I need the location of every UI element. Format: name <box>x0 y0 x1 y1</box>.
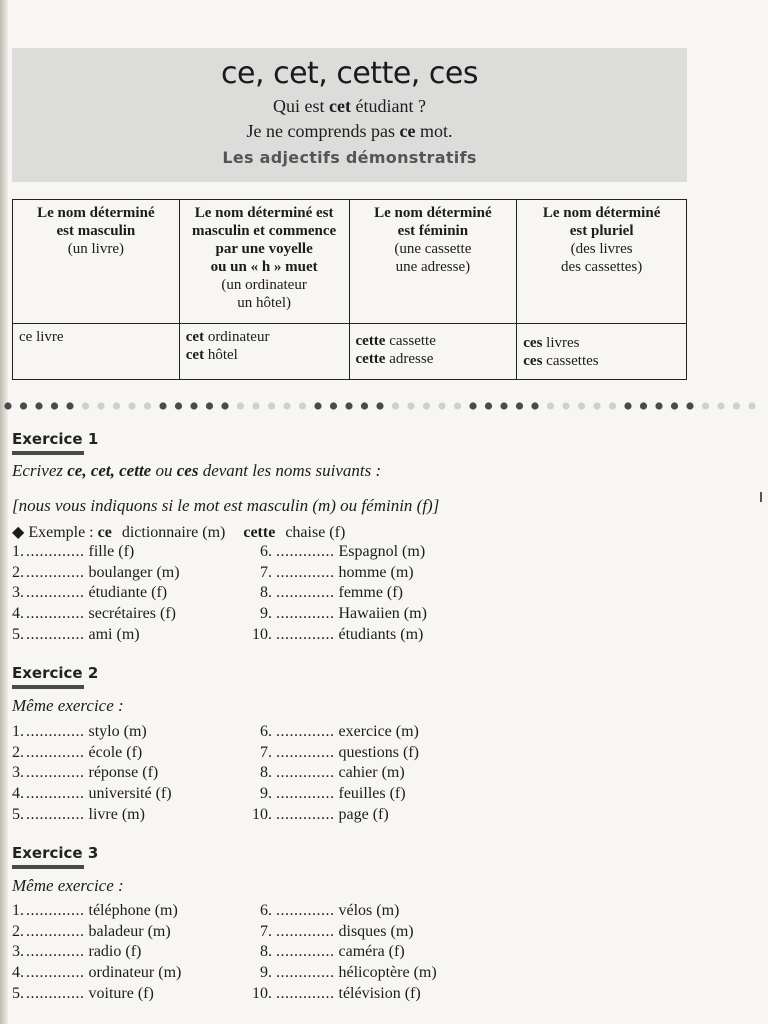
item-number: 7. <box>260 563 272 581</box>
answer-blank[interactable]: ............. <box>276 902 335 919</box>
separator-dot <box>51 402 58 409</box>
example-answer: cette <box>243 524 276 541</box>
item-number: 8. <box>260 584 272 602</box>
separator-dot <box>671 402 678 409</box>
answer-blank[interactable]: ............. <box>26 943 85 961</box>
page-title: ce, cet, cette, ces <box>221 56 478 91</box>
answer-blank[interactable]: ............. <box>26 902 85 919</box>
separator-dot <box>283 402 290 409</box>
answer-blank[interactable]: ............. <box>276 743 335 761</box>
separator-dot <box>748 402 755 409</box>
item-word: feuilles (f) <box>338 785 406 803</box>
cell-bold: cette <box>355 333 386 349</box>
example-text: mot. <box>415 121 453 141</box>
separator-dot <box>562 402 569 409</box>
exercise-item <box>12 963 181 984</box>
separator-dot <box>438 402 445 409</box>
exercise-item <box>12 984 181 1005</box>
header-line: masculin et commence <box>192 223 337 239</box>
separator-dot <box>500 402 507 409</box>
header-line: ou un « h » muet <box>210 259 318 275</box>
table-example-row <box>13 324 687 380</box>
answer-blank[interactable]: ............. <box>276 922 335 940</box>
answer-blank[interactable]: ............. <box>276 964 335 982</box>
exercise-2-left-column <box>12 722 172 826</box>
cell-line <box>186 346 343 364</box>
header-line: Le nom déterminé <box>37 205 155 221</box>
instruction-text: devant les noms suivants : <box>198 461 382 480</box>
header-example-2 <box>12 121 687 142</box>
exercise-3-left-column <box>12 901 181 1005</box>
exercise-item <box>240 563 427 584</box>
item-word: homme (m) <box>338 563 414 581</box>
example-text: Qui est <box>273 96 330 116</box>
separator-dot <box>82 402 89 409</box>
answer-blank[interactable]: ............. <box>276 543 335 560</box>
separator-dot <box>686 402 693 409</box>
item-number: 3. <box>12 764 24 782</box>
exercise-item <box>240 922 437 943</box>
exercise-item <box>240 984 437 1005</box>
exercise-1-note: [nous vous indiquons si le mot est masculin (m) ou féminin (f)] <box>12 496 440 515</box>
margin-mark <box>760 492 762 502</box>
separator-dot <box>175 402 182 409</box>
item-word: réponse (f) <box>88 764 159 782</box>
exercise-item <box>12 722 172 743</box>
instruction-text: Ecrivez <box>12 461 68 480</box>
exercise-2-title: Exercice 2 <box>12 664 99 682</box>
cell-bold: ces <box>523 353 543 369</box>
separator-dot <box>20 402 27 409</box>
item-word: cahier (m) <box>338 764 405 782</box>
separator-dot <box>531 402 538 409</box>
separator-dot <box>361 402 368 409</box>
separator-dot <box>376 402 383 409</box>
answer-blank[interactable]: ............. <box>276 943 335 961</box>
exercise-item <box>12 604 180 625</box>
cell-text: ordinateur <box>204 329 270 345</box>
answer-blank[interactable]: ............. <box>276 764 335 782</box>
answer-blank[interactable]: ............. <box>276 584 335 602</box>
item-number: 3. <box>12 943 24 961</box>
example-text: étudiant ? <box>351 96 426 116</box>
separator-dot <box>485 402 492 409</box>
separator-dot <box>237 402 244 409</box>
exercise-item <box>240 583 427 604</box>
exercise-item <box>12 922 181 943</box>
exercise-item <box>12 583 180 604</box>
item-word: ami (m) <box>88 625 140 643</box>
answer-blank[interactable]: ............. <box>26 605 85 623</box>
instruction-bold: ce, cet, cette <box>67 461 152 480</box>
exercise-item <box>240 625 427 646</box>
item-number: 8. <box>260 764 272 782</box>
answer-blank[interactable]: ............. <box>26 625 85 643</box>
header-line: (une cassette <box>394 241 472 257</box>
page-subtitle: Les adjectifs démonstratifs <box>222 148 477 167</box>
example-bold: ce <box>399 121 416 141</box>
header-line: (des livres <box>570 241 633 257</box>
exercise-item <box>240 763 419 784</box>
separator-dot <box>97 402 104 409</box>
separator-dot <box>717 402 724 409</box>
item-number: 4. <box>12 605 24 623</box>
cell-line <box>356 328 511 350</box>
item-number: 6. <box>260 723 272 740</box>
item-word: caméra (f) <box>338 943 405 961</box>
item-number: 4. <box>12 785 24 803</box>
diamond-bullet-icon: ◆ <box>12 524 25 541</box>
exercise-item <box>12 625 180 646</box>
header-line: des cassettes) <box>561 259 643 275</box>
header-line: par une voyelle <box>215 241 313 257</box>
item-word: étudiante (f) <box>88 584 168 602</box>
cell-text: cassettes <box>542 353 599 369</box>
exercise-3-instruction: Même exercice : <box>12 876 124 895</box>
answer-blank[interactable]: ............. <box>276 605 335 623</box>
cell-text: adresse <box>385 351 434 367</box>
cell-text: livres <box>542 335 580 351</box>
exercise-3-right-column <box>240 901 437 1005</box>
separator-dot <box>144 402 151 409</box>
item-number: 10. <box>252 984 272 1002</box>
separator-dot <box>423 402 430 409</box>
exercise-item <box>240 963 437 984</box>
separator-dot <box>407 402 414 409</box>
answer-blank[interactable]: ............. <box>276 723 335 740</box>
answer-blank[interactable]: ............. <box>26 764 85 782</box>
item-word: radio (f) <box>88 943 142 961</box>
separator-dot <box>392 402 399 409</box>
item-word: voiture (f) <box>88 984 154 1002</box>
header-line: Le nom déterminé est <box>194 205 334 221</box>
item-word: école (f) <box>88 743 143 761</box>
item-word: stylo (m) <box>88 723 147 740</box>
header-line: (un livre) <box>67 241 124 257</box>
item-word: secrétaires (f) <box>88 605 176 623</box>
instruction-bold: ces <box>176 461 199 480</box>
cell-bold: cet <box>185 347 205 363</box>
header-example-1 <box>12 96 687 117</box>
separator-dot <box>655 402 662 409</box>
item-number: 10. <box>252 625 272 643</box>
separator-dot <box>702 402 709 409</box>
cell-line <box>356 350 511 368</box>
cell-line <box>19 328 173 346</box>
separator-dot <box>190 402 197 409</box>
item-word: ordinateur (m) <box>88 964 182 982</box>
separator-dot <box>454 402 461 409</box>
exercise-1-right-column <box>240 542 427 646</box>
item-number: 1. <box>12 902 24 919</box>
item-number: 3. <box>12 584 24 602</box>
cell-bold: cette <box>355 351 386 367</box>
header-line: (un ordinateur <box>221 277 307 293</box>
exercise-2-instruction: Même exercice : <box>12 696 124 715</box>
answer-blank[interactable]: ............. <box>26 922 85 940</box>
item-number: 7. <box>260 922 272 940</box>
separator-dot <box>345 402 352 409</box>
answer-blank[interactable]: ............. <box>276 563 335 581</box>
item-word: baladeur (m) <box>88 922 171 940</box>
example-label: Exemple : <box>28 524 98 541</box>
answer-blank[interactable]: ............. <box>276 805 335 823</box>
exercise-item <box>240 743 419 764</box>
item-word: questions (f) <box>338 743 419 761</box>
answer-blank[interactable]: ............. <box>26 563 85 581</box>
cell-bold: cet <box>185 329 205 345</box>
header-line: une adresse) <box>395 259 471 275</box>
item-number: 5. <box>12 625 24 643</box>
item-word: hélicoptère (m) <box>338 964 437 982</box>
item-number: 2. <box>12 743 24 761</box>
answer-blank[interactable]: ............. <box>26 964 85 982</box>
separator-dot <box>35 402 42 409</box>
answer-blank[interactable]: ............. <box>276 984 335 1002</box>
separator-dot <box>206 402 213 409</box>
item-word: exercice (m) <box>338 723 419 740</box>
exercise-item <box>12 563 180 584</box>
item-word: Espagnol (m) <box>338 543 426 560</box>
cell-text: cassette <box>385 333 436 349</box>
table-cell <box>179 324 349 380</box>
header-line: est pluriel <box>569 223 634 239</box>
answer-blank[interactable]: ............. <box>26 743 85 761</box>
exercise-item <box>12 942 181 963</box>
item-number: 2. <box>12 922 24 940</box>
separator-dot <box>624 402 631 409</box>
item-word: fille (f) <box>88 543 135 560</box>
item-number: 9. <box>260 964 272 982</box>
header-line: est féminin <box>397 223 469 239</box>
item-word: université (f) <box>88 785 172 803</box>
cell-text: hôtel <box>204 347 238 363</box>
answer-blank[interactable]: ............. <box>26 785 85 803</box>
separator-dot <box>299 402 306 409</box>
example-text: Je ne comprends pas <box>246 121 400 141</box>
page-scan-edge <box>0 0 8 1024</box>
item-word: disques (m) <box>338 922 414 940</box>
separator-dot <box>66 402 73 409</box>
separator-dot <box>733 402 740 409</box>
table-header-cell <box>13 200 180 324</box>
exercise-item <box>12 805 172 826</box>
cell-line <box>523 352 680 370</box>
item-number: 9. <box>260 605 272 623</box>
table-cell <box>349 324 517 380</box>
exercise-item <box>12 901 181 922</box>
item-number: 8. <box>260 943 272 961</box>
separator-dot <box>113 402 120 409</box>
exercise-item <box>240 784 419 805</box>
example-word: dictionnaire (m) <box>121 524 226 541</box>
demonstrative-table <box>12 199 687 380</box>
table-header-cell <box>517 200 687 324</box>
example-word: chaise (f) <box>285 524 346 541</box>
header-line: Le nom déterminé <box>374 205 492 221</box>
separator-dot <box>128 402 135 409</box>
exercise-2-right-column <box>240 722 419 826</box>
answer-blank[interactable]: ............. <box>26 584 85 602</box>
item-number: 1. <box>12 543 24 560</box>
separator-dot <box>593 402 600 409</box>
item-word: étudiants (m) <box>338 625 424 643</box>
separator-dot <box>159 402 166 409</box>
item-number: 6. <box>260 543 272 560</box>
example-bold: cet <box>329 96 351 116</box>
item-word: téléphone (m) <box>88 902 178 919</box>
separator-dot <box>314 402 321 409</box>
table-cell <box>13 324 180 380</box>
instruction-text: ou <box>151 461 177 480</box>
item-number: 6. <box>260 902 272 919</box>
header-line: est masculin <box>56 223 136 239</box>
item-word: femme (f) <box>338 584 403 602</box>
exercise-3-title: Exercice 3 <box>12 844 99 862</box>
exercise-item <box>240 901 437 922</box>
cell-line <box>186 328 343 346</box>
item-number: 7. <box>260 743 272 761</box>
table-header-row <box>13 200 687 324</box>
exercise-item <box>240 542 427 563</box>
separator-dot <box>4 402 11 409</box>
separator-dot <box>469 402 476 409</box>
exercise-item <box>12 542 180 563</box>
answer-blank[interactable]: ............. <box>276 625 335 643</box>
item-word: Hawaiien (m) <box>338 605 427 623</box>
separator-dot <box>330 402 337 409</box>
exercise-item <box>240 722 419 743</box>
exercise-item <box>12 743 172 764</box>
separator-dot <box>221 402 228 409</box>
item-number: 10. <box>252 805 272 823</box>
cell-text: ce livre <box>19 329 64 345</box>
exercise-item <box>240 805 419 826</box>
exercise-1-instruction <box>12 461 381 481</box>
table-cell <box>517 324 687 380</box>
exercise-item <box>240 942 437 963</box>
separator-dot <box>547 402 554 409</box>
cell-line <box>523 328 680 352</box>
answer-blank[interactable]: ............. <box>26 805 85 823</box>
item-number: 5. <box>12 984 24 1002</box>
item-number: 1. <box>12 723 24 740</box>
exercise-1-left-column <box>12 542 180 646</box>
item-word: page (f) <box>338 805 389 823</box>
exercise-item <box>240 604 427 625</box>
separator-dot <box>578 402 585 409</box>
item-number: 5. <box>12 805 24 823</box>
header-line: Le nom déterminé <box>542 205 661 221</box>
item-word: télévision (f) <box>338 984 421 1002</box>
answer-blank[interactable]: ............. <box>26 723 85 740</box>
cell-bold: ces <box>523 335 543 351</box>
exercise-1-example <box>12 522 345 542</box>
table-header-cell <box>349 200 517 324</box>
separator-dot <box>516 402 523 409</box>
exercise-item <box>12 784 172 805</box>
item-word: vélos (m) <box>338 902 400 919</box>
separator-dot <box>609 402 616 409</box>
table-header-cell <box>179 200 349 324</box>
item-word: livre (m) <box>88 805 145 823</box>
item-number: 2. <box>12 563 24 581</box>
separator-dot <box>640 402 647 409</box>
answer-blank[interactable]: ............. <box>26 984 85 1002</box>
header-line: un hôtel) <box>237 295 291 311</box>
item-word: boulanger (m) <box>88 563 180 581</box>
answer-blank[interactable]: ............. <box>276 785 335 803</box>
dotted-separator <box>0 399 768 413</box>
exercise-1-title: Exercice 1 <box>12 430 99 448</box>
example-answer: ce <box>97 524 112 541</box>
answer-blank[interactable]: ............. <box>26 543 85 560</box>
separator-dot <box>268 402 275 409</box>
separator-dot <box>252 402 259 409</box>
item-number: 9. <box>260 785 272 803</box>
item-number: 4. <box>12 964 24 982</box>
exercise-item <box>12 763 172 784</box>
